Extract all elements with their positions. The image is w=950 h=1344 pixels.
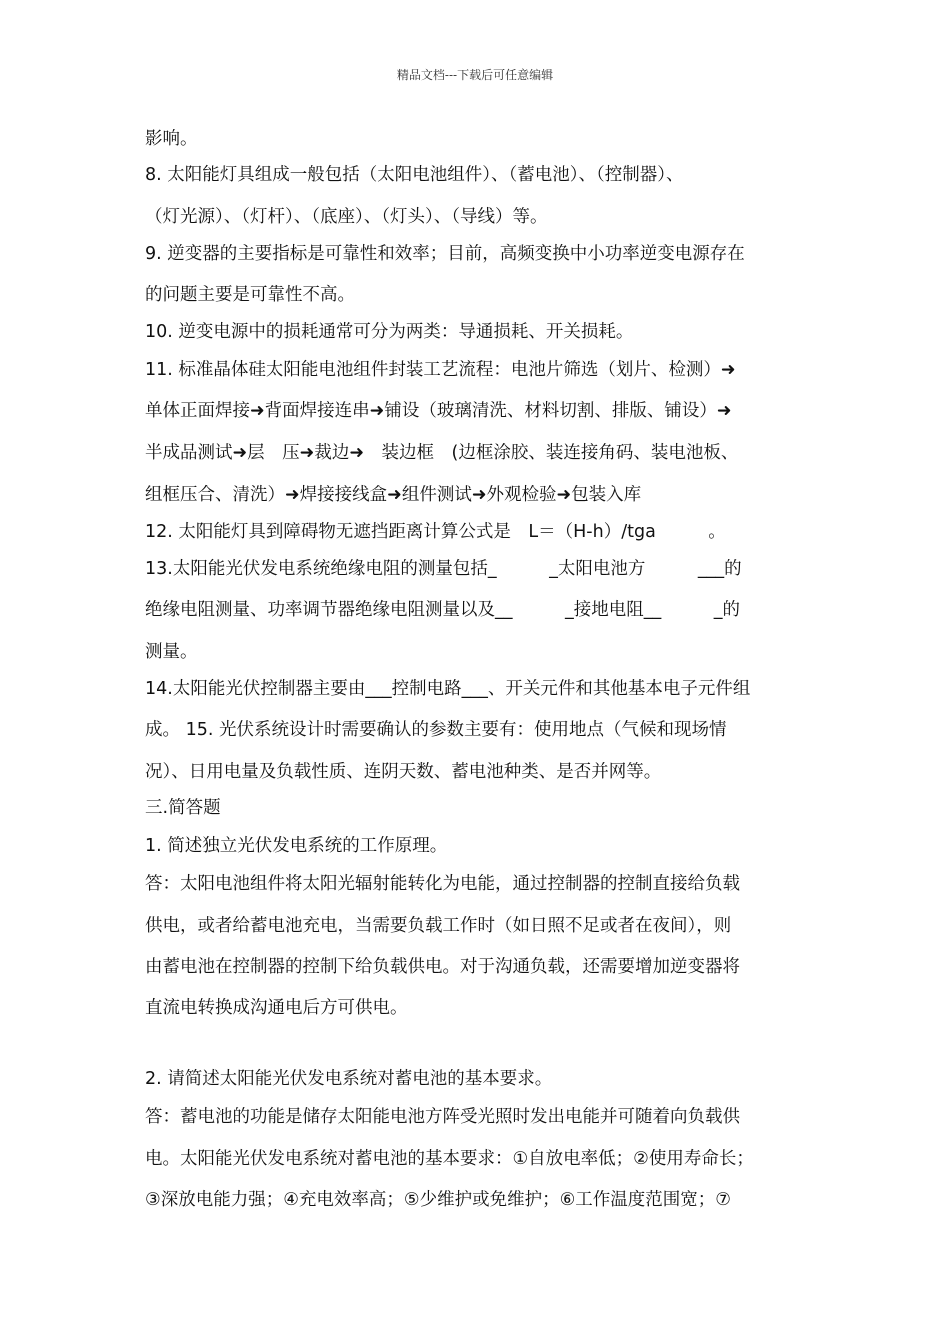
text-line: 况）、日用电量及负载性质、连阴天数、蓄电池种类、是否并网等。	[145, 762, 662, 782]
answer-line: 由蓄电池在控制器的控制下给负载供电。对于沟通负载，还需要增加逆变器将	[145, 957, 740, 977]
answer-line: 电。太阳能光伏发电系统对蓄电池的基本要求：①自放电率低；②使用寿命长；	[145, 1149, 754, 1169]
answer-line: 供电，或者给蓄电池充电，当需要负载工作时（如日照不足或者在夜间），则	[145, 916, 732, 936]
text-line: 14.太阳能光伏控制器主要由___控制电路___、开关元件和其他基本电子元件组	[145, 679, 751, 699]
text-line: 12. 太阳能灯具到障碍物无遮挡距离计算公式是 L＝（H-h）/tga 。	[145, 522, 726, 542]
text-line: 组框压合、清洗）➜焊接接线盒➜组件测试➜外观检验➜包装入库	[145, 485, 642, 505]
text-line: 单体正面焊接➜背面焊接连串➜铺设（玻璃清洗、材料切割、排版、铺设）➜	[145, 401, 732, 421]
text-line: 13.太阳能光伏发电系统绝缘电阻的测量包括_ _太阳电池方 ___的	[145, 559, 742, 579]
text-line: 影响。	[145, 129, 198, 149]
answer-line: 答：蓄电池的功能是储存太阳能电池方阵受光照时发出电能并可随着向负载供	[145, 1107, 740, 1127]
answer-line: 直流电转换成沟通电后方可供电。	[145, 998, 408, 1018]
section-heading: 三.简答题	[145, 798, 221, 818]
text-line: 11. 标准晶体硅太阳能电池组件封装工艺流程：电池片筛选（划片、检测）➜	[145, 360, 736, 380]
text-line: 绝缘电阻测量、功率调节器绝缘电阻测量以及__ _接地电阻__ _的	[145, 600, 740, 620]
answer-line: ③深放电能力强；④充电效率高；⑤少维护或免维护；⑥工作温度范围宽；⑦	[145, 1190, 731, 1210]
question-line: 1. 简述独立光伏发电系统的工作原理。	[145, 836, 448, 856]
text-line: 10. 逆变电源中的损耗通常可分为两类：导通损耗、开关损耗。	[145, 322, 634, 342]
text-line: （灯光源）、（灯杆）、（底座）、（灯头）、（导线）等。	[145, 207, 548, 227]
text-line: 测量。	[145, 642, 198, 662]
text-line: 9. 逆变器的主要指标是可靠性和效率；目前，高频变换中小功率逆变电源存在	[145, 244, 745, 264]
answer-line: 答：太阳电池组件将太阳光辐射能转化为电能，通过控制器的控制直接给负载	[145, 874, 740, 894]
text-line: 成。 15. 光伏系统设计时需要确认的参数主要有：使用地点（气候和现场情	[145, 720, 727, 740]
text-line: 半成品测试➜层 压➜裁边➜ 装边框 (边框涂胶、装连接角码、装电池板、	[145, 443, 739, 463]
text-line: 的问题主要是可靠性不高。	[145, 285, 355, 305]
question-line: 2. 请简述太阳能光伏发电系统对蓄电池的基本要求。	[145, 1069, 553, 1089]
page-header: 精品文档---下载后可任意编辑	[396, 68, 554, 82]
text-line: 8. 太阳能灯具组成一般包括（太阳电池组件）、（蓄电池）、（控制器）、	[145, 165, 684, 185]
